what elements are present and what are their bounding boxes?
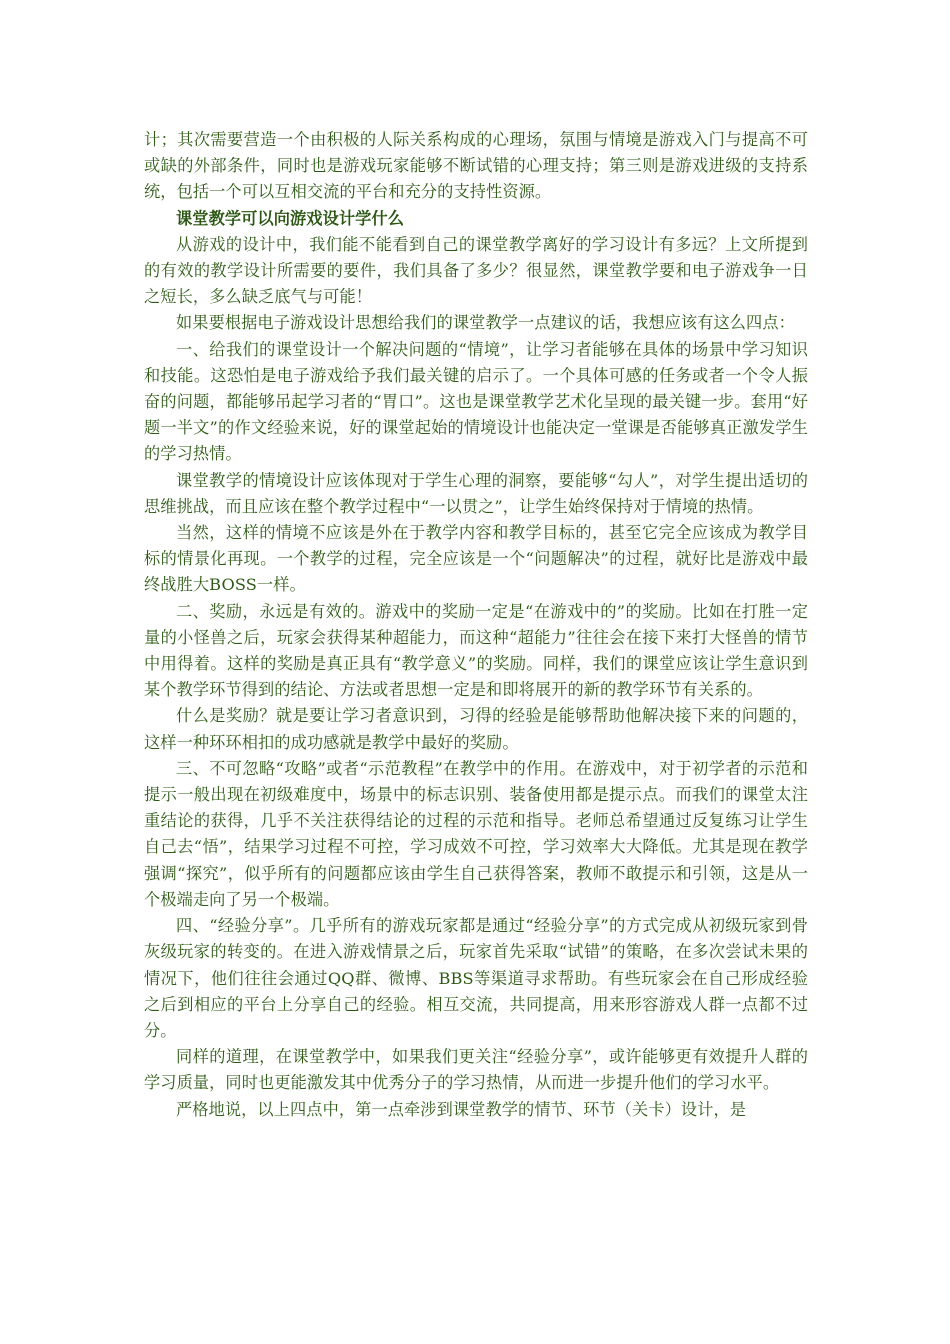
paragraph: 一、给我们的课堂设计一个解决问题的“情境”，让学习者能够在具体的场景中学习知识和技能。这恐怕是电子游戏给予我们最关键的启示了。一个具体可感的任务或者一个令人振奋的问题，都能够吊起学习者的“胃口”。这也是课堂教学艺术化呈现的最关键一步。套用“好题一半文”的作文经验来说，好的课堂起始的情境设计也能决定一堂课是否能够真正激发学生的学习热情。 (144, 339, 808, 464)
paragraph: 如果要根据电子游戏设计思想给我们的课堂教学一点建议的话，我想应该有这么四点： (176, 313, 795, 333)
section-heading: 课堂教学可以向游戏设计学什么 (176, 208, 405, 228)
paragraph: 课堂教学的情境设计应该体现对于学生心理的洞察，要能够“勾人”，对学生提出适切的思维挑战，而且应该在整个教学过程中“一以贯之”，让学生始终保持对于情境的热情。 (144, 470, 808, 516)
paragraph: 四、“经验分享”。几乎所有的游戏玩家都是通过“经验分享”的方式完成从初级玩家到骨灰级玩家的转变的。在进入游戏情景之后，玩家首先采取“试错”的策略，在多次尝试未果的情况下，他们往往会通过QQ群、微博、BBS等渠道寻求帮助。有些玩家会在自己形成经验之后到相应的平台上分享自己的经验。相互交流，共同提高，用来形容游戏人群一点都不过分。 (144, 916, 808, 1040)
paragraph: 二、奖励，永远是有效的。游戏中的奖励一定是“在游戏中的”的奖励。比如在打胜一定量的小怪兽之后，玩家会获得某种超能力，而这种“超能力”往往会在接下来打大怪兽的情节中用得着。这样的奖励是真正具有“教学意义”的奖励。同样，我们的课堂应该让学生意识到某个教学环节得到的结论、方法或者思想一定是和即将展开的新的教学环节有关系的。 (144, 601, 808, 700)
paragraph: 严格地说，以上四点中，第一点牵涉到课堂教学的情节、环节（关卡）设计，是 (176, 1099, 747, 1119)
article-body (144, 127, 808, 1123)
paragraph: 从游戏的设计中，我们能不能看到自己的课堂教学离好的学习设计有多远？上文所提到的有效的教学设计所需要的要件，我们具备了多少？很显然，课堂教学要和电子游戏争一日之短长，多么缺乏底气与可能！ (144, 234, 808, 307)
paragraph-continuation: 计；其次需要营造一个由积极的人际关系构成的心理场，氛围与情境是游戏入门与提高不可或缺的外部条件，同时也是游戏玩家能够不断试错的心理支持；第三则是游戏进级的支持系统，包括一个可以互相交流的平台和充分的支持性资源。 (144, 130, 808, 202)
paragraph: 同样的道理，在课堂教学中，如果我们更关注“经验分享”，或许能够更有效提升人群的学习质量，同时也更能激发其中优秀分子的学习热情，从而进一步提升他们的学习水平。 (144, 1047, 808, 1093)
paragraph: 三、不可忽略“攻略”或者“示范教程”在教学中的作用。在游戏中，对于初学者的示范和提示一般出现在初级难度中，场景中的标志识别、装备使用都是提示点。而我们的课堂太注重结论的获得，几乎不关注获得结论的过程的示范和指导。老师总希望通过反复练习让学生自己去“悟”，结果学习过程不可控，学习成效不可控，学习效率大大降低。尤其是现在教学强调“探究”，似乎所有的问题都应该由学生自己获得答案，教师不敢提示和引领，这是从一个极端走向了另一个极端。 (144, 758, 808, 909)
paragraph: 什么是奖励？就是要让学习者意识到，习得的经验是能够帮助他解决接下来的问题的，这样一种环环相扣的成功感就是教学中最好的奖励。 (144, 706, 808, 752)
paragraph: 当然，这样的情境不应该是外在于教学内容和教学目标的，甚至它完全应该成为教学目标的情景化再现。一个教学的过程，完全应该是一个“问题解决”的过程，就好比是游戏中最终战胜大BOSS一样。 (144, 523, 808, 595)
